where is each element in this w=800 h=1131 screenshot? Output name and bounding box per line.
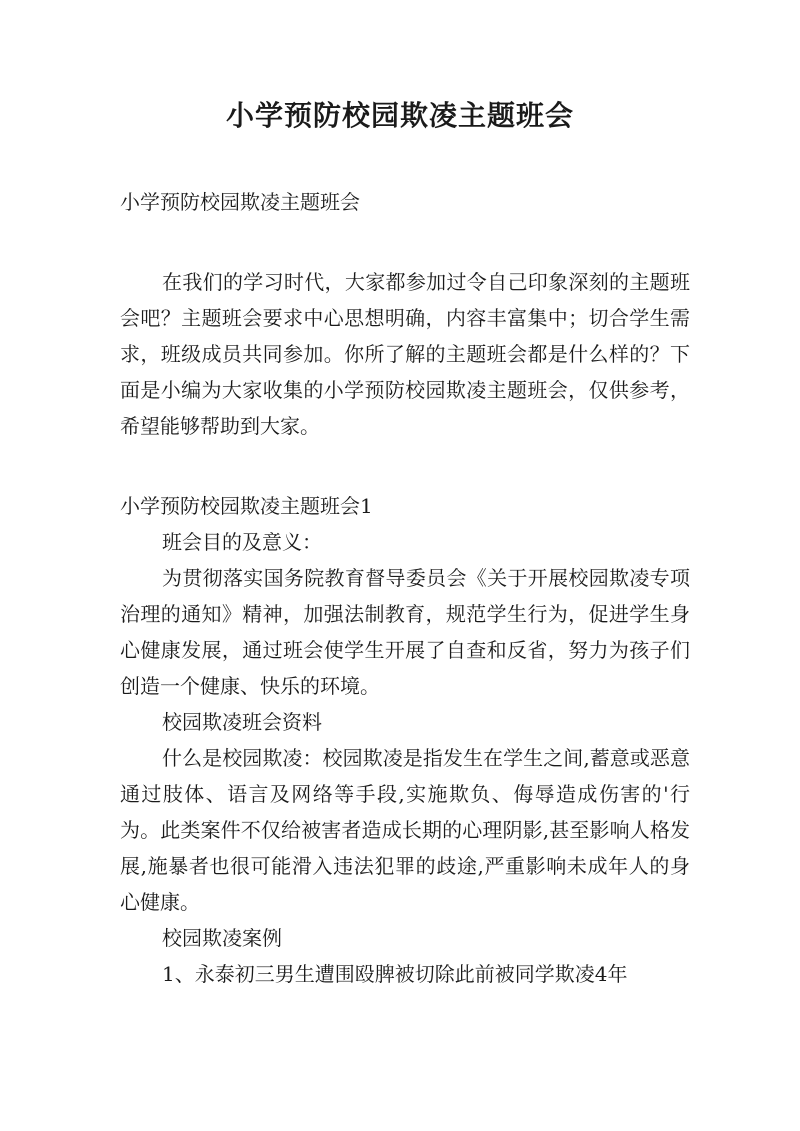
document-subtitle: 小学预防校园欺凌主题班会 (120, 190, 360, 214)
cases-heading: 校园欺凌案例 (162, 926, 282, 950)
page-title: 小学预防校园欺凌主题班会 (225, 99, 574, 132)
definition-paragraph: 什么是校园欺凌：校园欺凌是指发生在学生之间,蓄意或恶意通过肢体、语言及网络等手段,实施欺负、侮辱造成伤害的'行为。此类案件不仅给被害者造成长期的心理阴影,甚至影响人格发展,施暴者也很可能滑入违法犯罪的歧途,严重影响未成年人的身心健康。 (120, 746, 690, 914)
intro-paragraph: 在我们的学习时代，大家都参加过令自己印象深刻的主题班会吧？主题班会要求中心思想明确，内容丰富集中；切合学生需求，班级成员共同参加。你所了解的主题班会都是什么样的？下面是小编为大家收集的小学预防校园欺凌主题班会，仅供参考，希望能够帮助到大家。 (120, 270, 690, 438)
purpose-heading: 班会目的及意义： (162, 530, 322, 554)
materials-heading: 校园欺凌班会资料 (162, 710, 322, 734)
section-heading: 小学预防校园欺凌主题班会1 (120, 494, 373, 518)
purpose-paragraph: 为贯彻落实国务院教育督导委员会《关于开展校园欺凌专项治理的通知》精神，加强法制教育，规范学生行为，促进学生身心健康发展，通过班会使学生开展了自查和反省，努力为孩子们创造一个健康、快乐的环境。 (120, 566, 690, 698)
case-item: 1、永泰初三男生遭围殴脾被切除此前被同学欺凌4年 (162, 962, 628, 986)
document-body (120, 184, 690, 992)
